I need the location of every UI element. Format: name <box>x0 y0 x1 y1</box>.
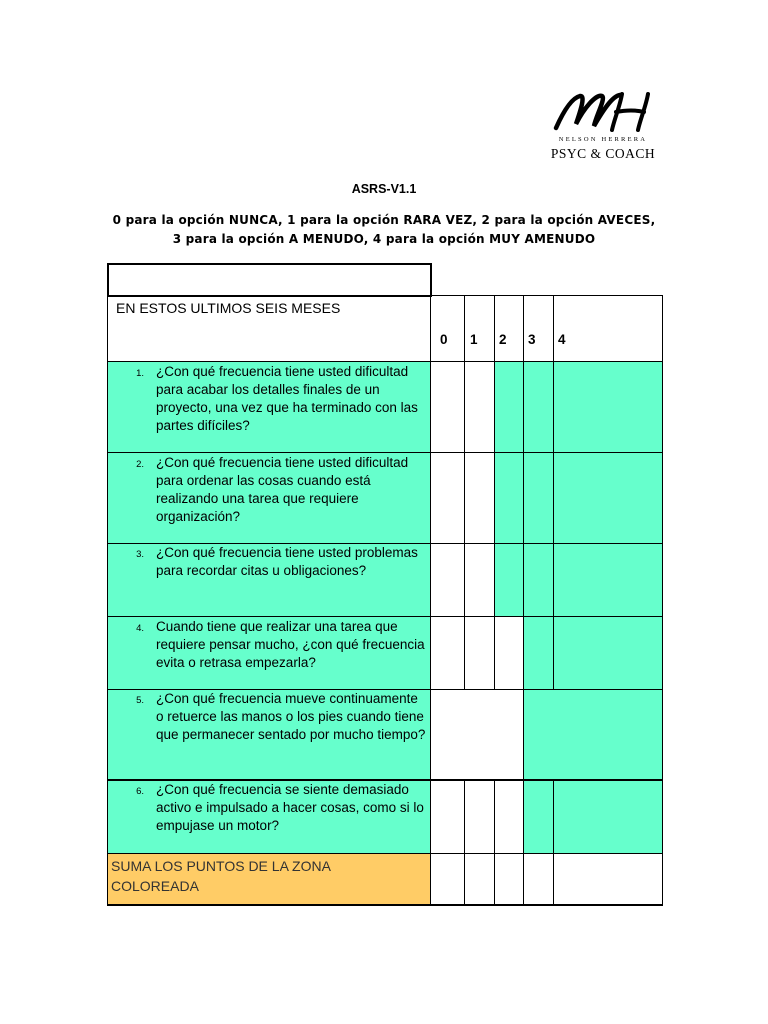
rule-col-1b <box>464 780 465 906</box>
answer-q3-4[interactable] <box>553 543 662 616</box>
column-header-2: 2 <box>499 332 507 347</box>
name-input-box[interactable] <box>107 263 432 297</box>
column-header-3: 3 <box>528 332 536 347</box>
question-number-5: 5. <box>136 695 144 706</box>
rule-col-1 <box>464 295 465 689</box>
sum-label: SUMA LOS PUNTOS DE LA ZONA COLOREADA <box>111 858 331 894</box>
column-header-4: 4 <box>558 332 566 347</box>
question-number-3: 3. <box>136 549 144 560</box>
question-text-3: ¿Con qué frecuencia tiene usted problemas para recordar citas u obligaciones? <box>156 545 418 578</box>
rule-col-2b <box>494 780 495 906</box>
instructions-line-2: 3 para la opción A MENUDO, 4 para la opción MUY AMENUDO <box>172 232 596 246</box>
rule-header-top <box>107 295 663 296</box>
question-number-1: 1. <box>136 368 144 379</box>
question-text-1: ¿Con qué frecuencia tiene usted dificultad para acabar los detalles finales de un proyecto, una vez que ha terminado con las partes difíciles? <box>156 364 418 433</box>
rule-left <box>107 295 108 906</box>
question-number-4: 4. <box>136 623 144 634</box>
question-text-5: ¿Con qué frecuencia mueve continuamente o retuerce las manos o los pies cuando tiene que permanecer sentado por mucho tiempo? <box>156 691 426 742</box>
rule-col-3 <box>523 295 524 906</box>
answer-q5-shaded[interactable] <box>523 689 662 780</box>
answer-q2-4[interactable] <box>553 452 662 543</box>
rule-row-4 <box>107 616 663 617</box>
answer-q1-4[interactable] <box>553 361 662 452</box>
rule-question-col <box>430 295 431 906</box>
rule-right <box>662 295 663 906</box>
answer-q4-3[interactable] <box>523 616 553 689</box>
question-text-2: ¿Con qué frecuencia tiene usted dificultad para ordenar las cosas cuando está realizando una tarea que requiere organización? <box>156 455 409 524</box>
rule-col-4 <box>553 295 554 689</box>
rule-row-2 <box>107 452 663 453</box>
rule-col-2 <box>494 295 495 689</box>
table-header-title: EN ESTOS ULTIMOS SEIS MESES <box>116 300 341 316</box>
column-header-0: 0 <box>440 332 448 347</box>
rule-row-1 <box>107 361 663 362</box>
document-title: ASRS-V1.1 <box>351 182 417 196</box>
question-number-2: 2. <box>136 459 144 470</box>
rule-sum-row <box>107 853 663 854</box>
brand-logo <box>540 90 666 165</box>
instructions-line-1: 0 para la opción NUNCA, 1 para la opción RARA VEZ, 2 para la opción AVECES, <box>112 213 656 227</box>
rule-col-4b <box>553 780 554 906</box>
answer-q4-4[interactable] <box>553 616 662 689</box>
question-text-4: Cuando tiene que realizar una tarea que requiere pensar mucho, ¿con qué frecuencia evita o retrasa empezarla? <box>156 619 425 670</box>
logo-name: NELSON HERRERA <box>558 136 648 143</box>
monogram-logo-icon <box>550 90 660 134</box>
answer-q6-4[interactable] <box>553 780 662 853</box>
column-header-1: 1 <box>470 332 478 347</box>
answer-q6-3[interactable] <box>523 780 553 853</box>
logo-subtitle: PSYC & COACH <box>550 146 656 161</box>
question-text-6: ¿Con qué frecuencia se siente demasiado activo e impulsado a hacer cosas, como si lo empujase un motor? <box>156 782 424 833</box>
rule-table-bottom <box>107 904 663 906</box>
question-number-6: 6. <box>136 786 144 797</box>
